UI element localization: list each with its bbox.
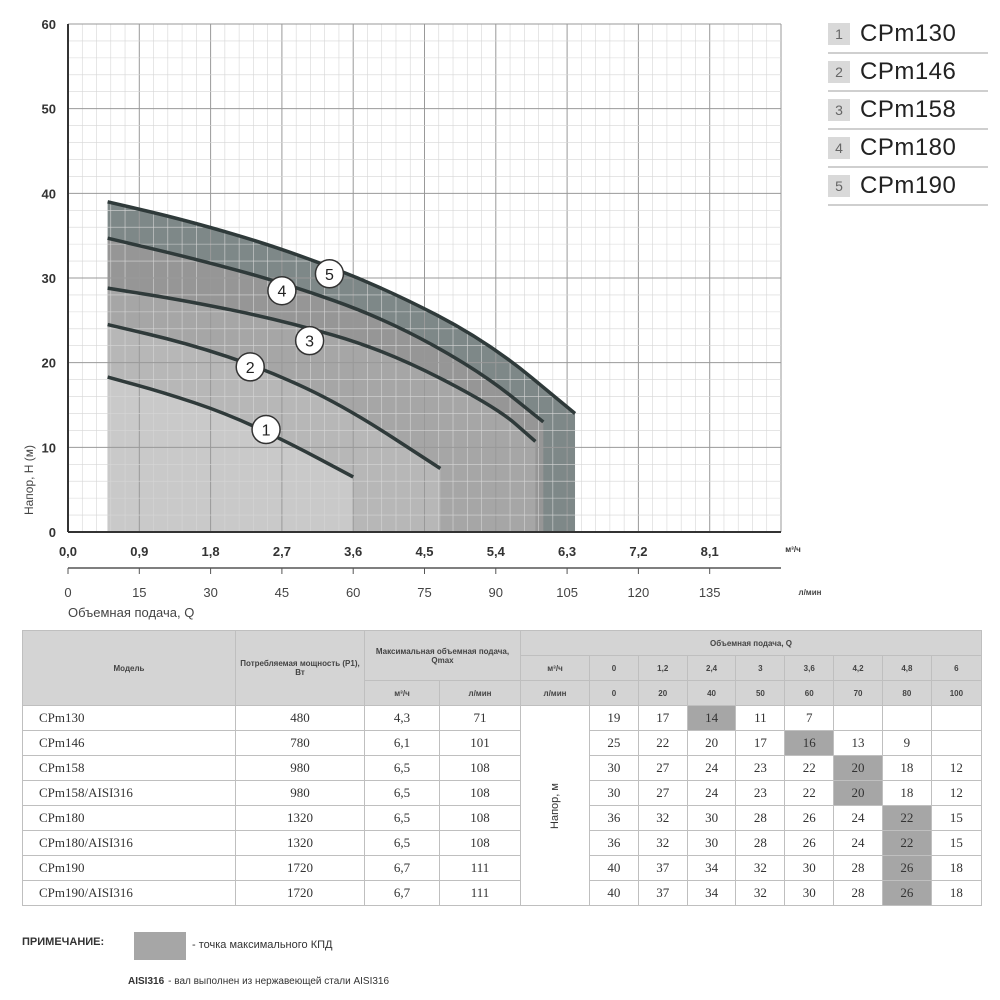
cell-qmax-m3: 6,5 xyxy=(365,831,440,856)
header-flow-lmin: 80 xyxy=(882,681,931,706)
x2-tick-label: 0 xyxy=(64,585,72,600)
legend-label: CPm146 xyxy=(860,58,957,85)
x-tick-label: 2,7 xyxy=(272,544,291,559)
x2-tick-label: 60 xyxy=(345,585,361,600)
x2-tick-label: 105 xyxy=(556,585,578,600)
cell-power: 1320 xyxy=(236,806,365,831)
legend-item xyxy=(828,168,988,206)
cell-head: 30 xyxy=(785,881,834,906)
y-tick-label: 40 xyxy=(41,186,56,202)
header-flow-lmin: 60 xyxy=(785,681,834,706)
x-tick-label: 5,4 xyxy=(486,544,505,559)
header-flow-m3: 2,4 xyxy=(687,656,736,681)
cell-model: CPm180/AISI316 xyxy=(23,831,236,856)
cell-head: 20 xyxy=(834,781,883,806)
cell-head: 22 xyxy=(882,831,931,856)
header-flow: Объемная подача, Q xyxy=(521,631,982,656)
x-tick-label: 0,0 xyxy=(58,544,78,559)
cell-head: 32 xyxy=(638,806,687,831)
cell-head: 40 xyxy=(590,881,639,906)
x-unit-label: м³/ч xyxy=(785,545,801,554)
header-flow-m3: 0 xyxy=(590,656,639,681)
header-flow-lmin: 50 xyxy=(736,681,785,706)
x2-unit-label: л/мин xyxy=(798,588,822,597)
aisi-note-bold: AISI316 xyxy=(128,976,165,987)
legend-item xyxy=(828,54,988,92)
cell-head: 24 xyxy=(834,831,883,856)
table-row xyxy=(23,881,982,906)
cell-head: 28 xyxy=(834,881,883,906)
cell-head: 14 xyxy=(687,706,736,731)
cell-head: 22 xyxy=(785,756,834,781)
cell-qmax-lmin: 108 xyxy=(440,806,521,831)
cell-head: 24 xyxy=(687,756,736,781)
cell-head: 30 xyxy=(687,806,736,831)
cell-head: 24 xyxy=(687,781,736,806)
cell-head: 36 xyxy=(590,806,639,831)
curve-marker-label: 5 xyxy=(324,266,334,284)
cell-model: CPm130 xyxy=(23,706,236,731)
cell-head xyxy=(882,706,931,731)
cell-head: 16 xyxy=(785,731,834,756)
cell-qmax-m3: 4,3 xyxy=(365,706,440,731)
performance-bands xyxy=(108,202,575,532)
y-tick-label: 30 xyxy=(41,271,56,286)
table-row xyxy=(23,706,982,731)
x-tick-label: 7,2 xyxy=(629,544,648,559)
y-axis-title: Напор, H (м) xyxy=(22,444,36,516)
header-flow-lmin: 40 xyxy=(687,681,736,706)
cell-qmax-m3: 6,7 xyxy=(365,856,440,881)
x2-tick-label: 15 xyxy=(132,585,147,600)
header-flow-lmin-label: л/мин xyxy=(521,681,590,706)
header-flow-m3: 6 xyxy=(931,656,981,681)
cell-head: 34 xyxy=(687,856,736,881)
cell-head: 30 xyxy=(687,831,736,856)
cell-head: 18 xyxy=(931,856,981,881)
cell-head: 28 xyxy=(736,831,785,856)
cell-head: 30 xyxy=(590,781,639,806)
x-tick-label: 3,6 xyxy=(344,544,363,559)
x-tick-label: 8,1 xyxy=(700,544,719,559)
header-qmax-m3: м³/ч xyxy=(365,681,440,706)
header-flow-m3: 3 xyxy=(736,656,785,681)
legend-item xyxy=(828,130,988,168)
cell-head: 17 xyxy=(736,731,785,756)
cell-head: 40 xyxy=(590,856,639,881)
cell-head: 28 xyxy=(834,856,883,881)
cell-power: 1720 xyxy=(236,881,365,906)
legend xyxy=(828,16,988,206)
legend-label: CPm180 xyxy=(860,134,957,161)
x-tick-label: 4,5 xyxy=(415,544,434,559)
cell-head: 18 xyxy=(882,781,931,806)
cell-model: CPm190/AISI316 xyxy=(23,881,236,906)
x-tick-label: 0,9 xyxy=(130,544,149,559)
cell-head: 7 xyxy=(785,706,834,731)
cell-head: 32 xyxy=(736,856,785,881)
cell-qmax-m3: 6,5 xyxy=(365,806,440,831)
cell-head: 15 xyxy=(931,806,981,831)
legend-number: 2 xyxy=(828,61,850,83)
spec-table xyxy=(22,630,982,906)
cell-head: 18 xyxy=(931,881,981,906)
cell-power: 480 xyxy=(236,706,365,731)
legend-number: 3 xyxy=(828,99,850,121)
cell-qmax-lmin: 71 xyxy=(440,706,521,731)
header-qmax-lmin: л/мин xyxy=(440,681,521,706)
header-flow-m3-label: м³/ч xyxy=(521,656,590,681)
legend-label: CPm158 xyxy=(860,96,957,123)
cell-model: CPm146 xyxy=(23,731,236,756)
y-tick-label: 60 xyxy=(41,17,56,32)
cell-head: 23 xyxy=(736,781,785,806)
cell-head: 32 xyxy=(638,831,687,856)
y-tick-label: 0 xyxy=(48,525,56,540)
cell-head: 26 xyxy=(882,881,931,906)
head-label-text: Напор, м xyxy=(549,782,561,829)
cell-qmax-m3: 6,5 xyxy=(365,756,440,781)
cell-head: 13 xyxy=(834,731,883,756)
cell-head: 19 xyxy=(590,706,639,731)
cell-head: 25 xyxy=(590,731,639,756)
header-flow-lmin: 100 xyxy=(931,681,981,706)
header-flow-lmin: 70 xyxy=(834,681,883,706)
x-tick-label: 1,8 xyxy=(201,544,220,559)
y-tick-label: 10 xyxy=(41,440,56,456)
cell-power: 1320 xyxy=(236,831,365,856)
cell-head: 30 xyxy=(590,756,639,781)
legend-item xyxy=(828,92,988,130)
cell-head: 37 xyxy=(638,856,687,881)
x2-tick-label: 90 xyxy=(488,585,504,600)
table-row xyxy=(23,806,982,831)
y-tick-label: 20 xyxy=(41,355,56,371)
x-tick-label: 6,3 xyxy=(558,544,577,559)
cell-head: 12 xyxy=(931,756,981,781)
cell-head: 27 xyxy=(638,781,687,806)
table-row xyxy=(23,856,982,881)
aisi-note xyxy=(128,976,389,987)
cell-qmax-lmin: 111 xyxy=(440,856,521,881)
x2-tick-label: 120 xyxy=(627,585,650,600)
cell-head: 20 xyxy=(834,756,883,781)
note-highlight-box xyxy=(134,932,186,960)
aisi-note-text: - вал выполнен из нержавеющей стали AISI316 xyxy=(168,976,390,987)
cell-head: 32 xyxy=(736,881,785,906)
cell-qmax-lmin: 108 xyxy=(440,781,521,806)
cell-head: 22 xyxy=(638,731,687,756)
cell-qmax-m3: 6,7 xyxy=(365,881,440,906)
cell-model: CPm158 xyxy=(23,756,236,781)
cell-qmax-lmin: 101 xyxy=(440,731,521,756)
legend-number: 4 xyxy=(828,137,850,159)
table-row xyxy=(23,756,982,781)
cell-head: 17 xyxy=(638,706,687,731)
header-flow-lmin: 20 xyxy=(638,681,687,706)
header-flow-m3: 4,2 xyxy=(834,656,883,681)
curve-marker-label: 4 xyxy=(277,283,287,301)
legend-item xyxy=(828,16,988,54)
cell-head-label xyxy=(521,706,590,906)
curve-marker-label: 3 xyxy=(305,333,315,351)
header-flow-m3: 1,2 xyxy=(638,656,687,681)
cell-model: CPm180 xyxy=(23,806,236,831)
curve-marker-label: 1 xyxy=(261,422,271,440)
y-tick-label: 50 xyxy=(41,101,56,117)
header-flow-m3: 4,8 xyxy=(882,656,931,681)
note-title: ПРИМЕЧАНИЕ: xyxy=(22,936,105,948)
cell-qmax-m3: 6,1 xyxy=(365,731,440,756)
header-power: Потребляемая мощность (P1), Вт xyxy=(236,631,365,706)
cell-head: 18 xyxy=(882,756,931,781)
cell-qmax-lmin: 111 xyxy=(440,881,521,906)
cell-head: 9 xyxy=(882,731,931,756)
header-model: Модель xyxy=(23,631,236,706)
table-row xyxy=(23,781,982,806)
cell-power: 980 xyxy=(236,756,365,781)
header-qmax: Максимальная объемная подача, Qmax xyxy=(365,631,521,681)
legend-label: CPm130 xyxy=(860,20,957,47)
x2-tick-label: 75 xyxy=(417,585,432,600)
cell-power: 1720 xyxy=(236,856,365,881)
cell-head: 26 xyxy=(785,831,834,856)
cell-head: 15 xyxy=(931,831,981,856)
cell-model: CPm190 xyxy=(23,856,236,881)
table-row xyxy=(23,831,982,856)
header-flow-lmin: 0 xyxy=(590,681,639,706)
cell-qmax-m3: 6,5 xyxy=(365,781,440,806)
cell-head xyxy=(931,706,981,731)
cell-head: 22 xyxy=(785,781,834,806)
cell-power: 780 xyxy=(236,731,365,756)
cell-qmax-lmin: 108 xyxy=(440,756,521,781)
cell-head: 12 xyxy=(931,781,981,806)
curve-marker-label: 2 xyxy=(245,359,255,377)
cell-head: 27 xyxy=(638,756,687,781)
legend-number: 5 xyxy=(828,175,850,197)
cell-qmax-lmin: 108 xyxy=(440,831,521,856)
cell-head: 34 xyxy=(687,881,736,906)
cell-head: 28 xyxy=(736,806,785,831)
header-flow-m3: 3,6 xyxy=(785,656,834,681)
legend-number: 1 xyxy=(828,23,850,45)
cell-head xyxy=(834,706,883,731)
cell-head: 37 xyxy=(638,881,687,906)
cell-head: 26 xyxy=(882,856,931,881)
cell-head: 11 xyxy=(736,706,785,731)
cell-head xyxy=(931,731,981,756)
x2-tick-label: 30 xyxy=(203,585,218,600)
x2-tick-label: 45 xyxy=(274,585,290,600)
cell-head: 22 xyxy=(882,806,931,831)
cell-head: 20 xyxy=(687,731,736,756)
x2-tick-label: 135 xyxy=(698,585,721,600)
table-row xyxy=(23,731,982,756)
cell-head: 36 xyxy=(590,831,639,856)
cell-head: 24 xyxy=(834,806,883,831)
cell-head: 30 xyxy=(785,856,834,881)
x-axis-title: Объемная подача, Q xyxy=(68,605,195,620)
legend-label: CPm190 xyxy=(860,172,957,199)
cell-power: 980 xyxy=(236,781,365,806)
cell-head: 26 xyxy=(785,806,834,831)
note-text: - точка максимального КПД xyxy=(192,939,333,951)
cell-model: CPm158/AISI316 xyxy=(23,781,236,806)
cell-head: 23 xyxy=(736,756,785,781)
